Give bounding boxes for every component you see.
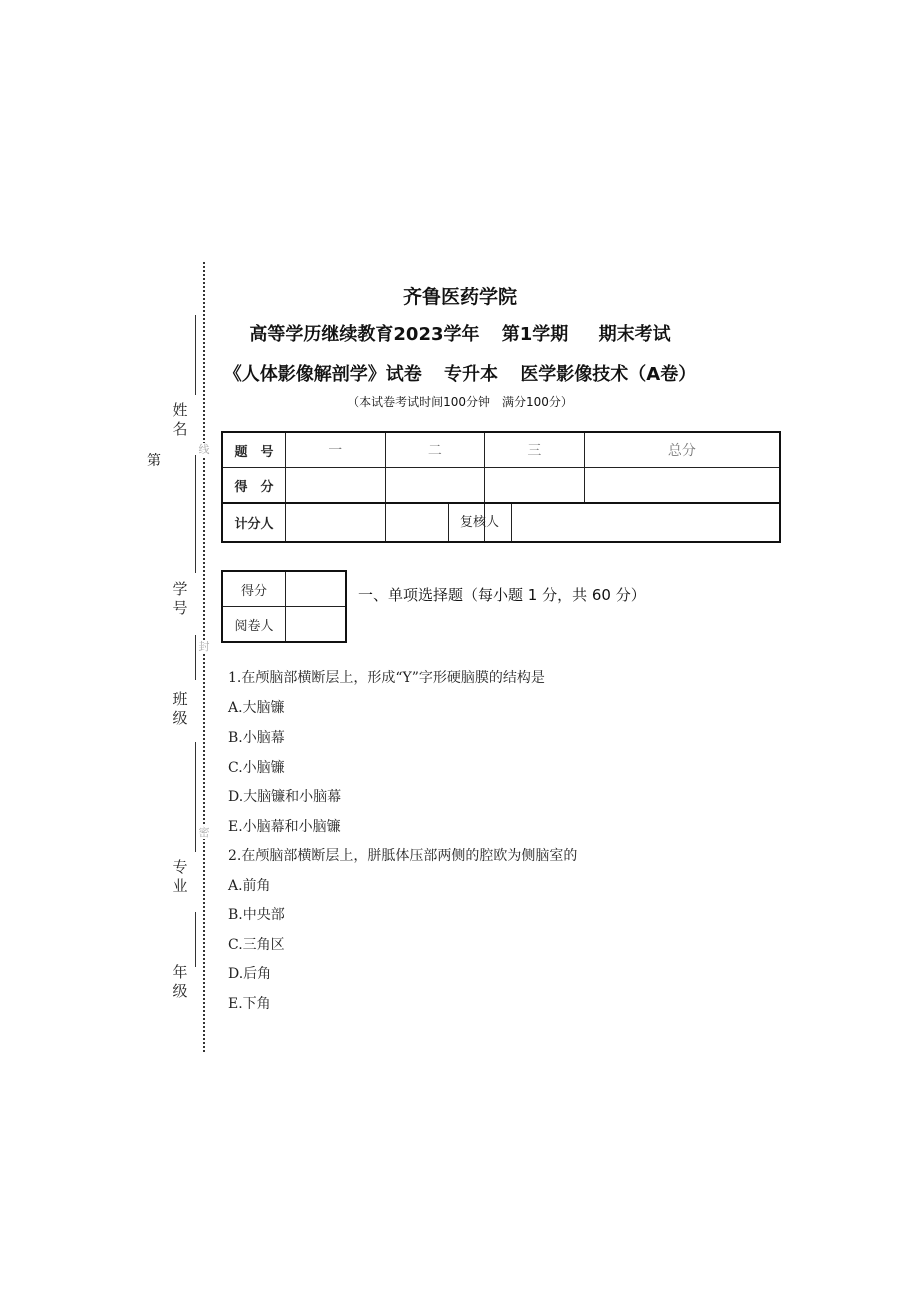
question-option: B.小脑幕 [228,730,285,746]
major-write-line [195,742,196,852]
scorer-label: 计分人 [222,503,286,542]
score-table-header-row [222,432,780,468]
question-option: E.下角 [228,996,271,1012]
course-level: 专升本 [444,364,499,385]
school-name: 齐鲁医药学院 [402,286,517,308]
course-title [0,360,920,386]
question-stem: 1.在颅脑部横断层上，形成“Y”字形硬脑膜的结构是 [228,670,545,686]
class-write-line [195,635,196,680]
cut-mark-seal: 封 [198,640,210,653]
question-option: E.小脑幕和小脑镰 [228,819,341,835]
question-option: D.后角 [228,966,272,982]
scorer-cell [286,503,386,542]
row-header-label: 题 号 [222,432,286,468]
score-label: 得 分 [222,468,286,504]
section-score-cell [286,571,347,607]
score-row [222,468,780,504]
section-title: 一、单项选择题（每小题 1 分，共 60 分） [358,586,646,604]
field-grade-label: 年级 [172,963,188,1000]
question-option: A.大脑镰 [228,700,285,716]
column-header: 三 [485,432,585,468]
field-name-label: 姓名 [172,401,188,438]
course-name: 《人体影像解剖学》试卷 [223,364,422,385]
score-cell [485,468,585,504]
field-student-id-label: 学号 [172,580,188,617]
score-cell [286,468,386,504]
cut-mark-line: 线 [198,443,210,456]
column-header: 总分 [584,432,780,468]
reviewer-sign-cell [485,503,780,542]
section-grader-cell [286,607,347,643]
question-option: C.小脑镰 [228,760,285,776]
question-stem: 2.在颅脑部横断层上，胼胝体压部两侧的腔欧为侧脑室的 [228,848,578,864]
score-cell [584,468,780,504]
signer-row [222,503,780,542]
column-header: 二 [385,432,485,468]
section-score-label: 得分 [222,571,286,607]
course-major: 医学影像技术（A卷） [520,364,697,385]
exam-title [0,320,920,346]
question-option: A.前角 [228,878,271,894]
cut-mark-secret: 密 [198,826,210,839]
question-option: D.大脑镰和小脑幕 [228,789,342,805]
score-cell [385,468,485,504]
score-table [221,431,781,543]
exam-term: 第1学期 [501,324,569,345]
exam-year: 高等学历继续教育2023学年 [249,324,480,345]
section-score-table [221,570,347,643]
reviewer-cell [385,503,500,542]
section-grader-label: 阅卷人 [222,607,286,643]
grade-write-line [195,912,196,967]
question-option: C.三角区 [228,937,285,953]
column-header: 一 [286,432,386,468]
reviewer-label: 复核人 [448,504,512,541]
side-char: 第 [147,453,161,469]
field-class-label: 班级 [172,690,188,727]
exam-type: 期末考试 [598,324,671,345]
question-option: B.中央部 [228,907,285,923]
field-major-label: 专业 [172,858,188,895]
time-note: （本试卷考试时间100分钟 满分100分） [347,395,573,409]
student-id-write-line [195,455,196,573]
